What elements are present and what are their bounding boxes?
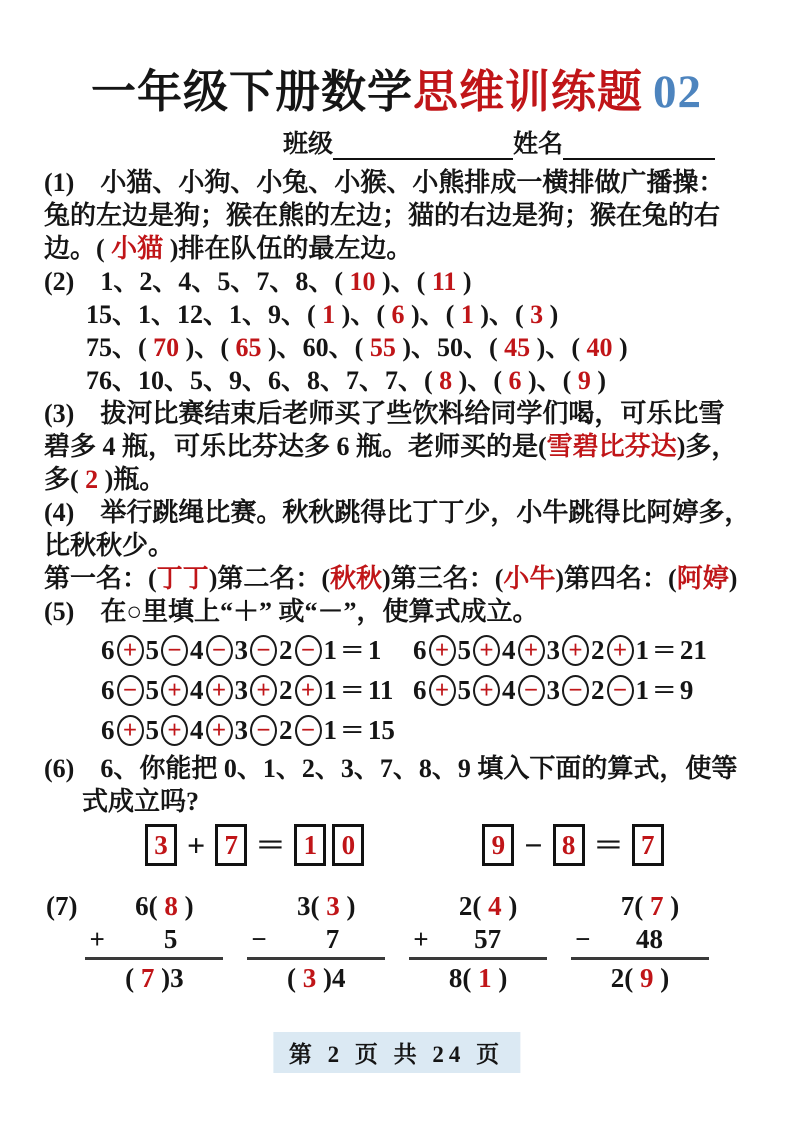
digit-box: 0: [332, 824, 364, 866]
answer-text: 70: [153, 333, 180, 362]
operator-circle: +: [206, 715, 233, 746]
answer-text: 3: [326, 891, 340, 921]
answer-text: 4: [488, 891, 502, 921]
operator-sign: −: [251, 924, 267, 954]
equation-number: 1: [323, 714, 337, 745]
answer-text: 2: [85, 465, 99, 494]
answer-text: 小牛: [503, 564, 556, 593]
operator-circle: −: [607, 675, 634, 706]
equation-number: 6: [101, 634, 115, 665]
static-text: 多(: [44, 465, 86, 494]
static-text: ): [728, 564, 738, 593]
class-blank: [333, 134, 513, 160]
operator-circle: −: [250, 715, 277, 746]
question-2-sequence-2: [44, 298, 749, 331]
equation-number: 2: [591, 634, 605, 665]
answer-text: 8: [164, 891, 178, 921]
static-text: (2) 1、2、4、5、7、8、(: [44, 267, 350, 296]
equation-number: 4: [190, 674, 204, 705]
question-6-line-1: [44, 752, 749, 785]
static-text: ): [663, 891, 680, 921]
circle-equation: [100, 670, 412, 710]
equation-number: 1: [323, 674, 337, 705]
operator-circle: −: [295, 635, 322, 666]
static-text: )、(: [335, 300, 392, 329]
static-text: )瓶。: [98, 465, 166, 494]
equation-result: 21: [679, 634, 707, 665]
static-text: ): [590, 366, 606, 395]
question-3-line-3: [44, 463, 749, 496]
vertical-problem-result: [409, 960, 547, 997]
question-3: [44, 397, 749, 496]
vertical-problem-result: [85, 960, 223, 997]
equation-number: 1: [635, 634, 649, 665]
answer-text: 小猫: [111, 234, 164, 263]
static-text: 7(: [620, 891, 651, 921]
static-text: )第二名：(: [208, 564, 331, 593]
answer-text: 丁丁: [156, 564, 209, 593]
equation-result: 11: [367, 674, 394, 705]
vertical-problem-operator-line: [247, 923, 385, 960]
equals-sign: =: [257, 828, 285, 861]
equation-number: 6: [413, 674, 427, 705]
static-text: )、(: [521, 366, 578, 395]
answer-text: 10: [349, 267, 376, 296]
operator-circle: −: [295, 715, 322, 746]
equals-sign: =: [653, 635, 676, 664]
worksheet-body: [0, 160, 793, 997]
answer-text: 1: [322, 300, 336, 329]
operator-circle: −: [206, 635, 233, 666]
equation-result: 1: [367, 634, 382, 665]
equation-number: 5: [457, 634, 471, 665]
static-text: 75、(: [86, 333, 154, 362]
equation-number: 2: [591, 674, 605, 705]
operator-circle: +: [562, 635, 589, 666]
static-text: 6(: [135, 891, 165, 921]
question-4: [44, 496, 749, 595]
answer-text: 40: [586, 333, 613, 362]
vertical-problem-result: [571, 960, 709, 997]
box-equations: [44, 819, 749, 871]
question-4-line-2: [44, 529, 749, 562]
class-name-line: [0, 124, 793, 160]
circle-equation: [100, 710, 412, 750]
question-1-line-3: [44, 232, 749, 265]
vertical-problem-top: [85, 889, 223, 923]
static-text: )、50、(: [395, 333, 505, 362]
static-text: ): [653, 963, 670, 993]
static-text: )、(: [375, 267, 432, 296]
circle-equation: [412, 630, 749, 670]
equals-sign: =: [341, 715, 364, 744]
equation-number: 3: [234, 674, 248, 705]
box-equation-addition: [142, 824, 367, 866]
operand: 57: [474, 924, 502, 954]
question-4-line-1: [44, 496, 749, 529]
operand: 48: [635, 924, 663, 954]
static-text: ): [339, 891, 356, 921]
question-3-line-1: [44, 397, 749, 430]
static-text: 兔的左边是狗；猴在熊的左边；猫的右边是狗；猴在兔的右: [44, 201, 721, 230]
digit-box: 1: [294, 824, 326, 866]
equation-number: 6: [413, 634, 427, 665]
question-3-line-2: [44, 430, 749, 463]
answer-text: 45: [504, 333, 531, 362]
question-2-sequence-1: [44, 265, 749, 298]
equation-number: 5: [145, 714, 159, 745]
question-2: [44, 265, 749, 397]
static-text: )第三名：(: [382, 564, 504, 593]
answer-text: 雪碧比芬达: [546, 432, 677, 461]
question-6-line-2: [44, 785, 749, 818]
static-text: 碧多 4 瓶，可乐比芬达多 6 瓶。老师买的是(: [44, 432, 547, 461]
title-number: 02: [653, 66, 703, 118]
vertical-problem-top: [571, 889, 709, 923]
static-text: )3: [154, 963, 184, 993]
static-text: )、(: [179, 333, 236, 362]
equation-number: 1: [323, 634, 337, 665]
static-text: )、(: [530, 333, 587, 362]
static-text: 2(: [610, 963, 641, 993]
answer-text: 65: [235, 333, 262, 362]
vertical-problem-operator-line: [571, 923, 709, 960]
answer-text: 7: [140, 963, 155, 993]
operator-sign: +: [89, 924, 105, 954]
digit-box: 9: [482, 824, 514, 866]
circle-equation: [100, 630, 412, 670]
operator-circle: −: [250, 635, 277, 666]
digit-box: 7: [215, 824, 247, 866]
operator-circle: +: [473, 675, 500, 706]
vertical-problem-result: [247, 960, 385, 997]
static-text: (: [287, 963, 303, 993]
equation-number: 3: [234, 634, 248, 665]
answer-text: 7: [650, 891, 664, 921]
answer-text: 6: [391, 300, 405, 329]
static-text: )排在队伍的最左边。: [163, 234, 413, 263]
static-text: 2(: [458, 891, 489, 921]
title-text-black: 一年级下册数学: [90, 67, 413, 117]
equation-result: 9: [679, 674, 694, 705]
equation-number: 2: [279, 634, 293, 665]
minus-sign: −: [524, 826, 543, 863]
operator-circle: +: [429, 675, 456, 706]
question-6: [44, 752, 749, 871]
vertical-problem-operator-line: [409, 923, 547, 960]
operator-circle: +: [161, 675, 188, 706]
static-text: (6) 6、你能把 0、1、2、3、7、8、9 填入下面的算式，使等: [44, 754, 738, 783]
static-text: 15、1、12、1、9、(: [86, 300, 323, 329]
vertical-problem: [409, 889, 547, 997]
static-text: ): [612, 333, 628, 362]
static-text: 3(: [297, 891, 327, 921]
static-text: ): [491, 963, 508, 993]
static-text: )多，: [676, 432, 738, 461]
operator-circle: +: [250, 675, 277, 706]
equation-number: 1: [635, 674, 649, 705]
operator-circle: +: [161, 715, 188, 746]
class-label: 班级: [282, 131, 333, 158]
answer-text: 8: [439, 366, 453, 395]
answer-text: 阿婷: [676, 564, 729, 593]
answer-text: 3: [530, 300, 544, 329]
equation-number: 4: [502, 674, 516, 705]
question-2-sequence-4: [44, 364, 749, 397]
digit-box: 8: [553, 824, 585, 866]
answer-text: 6: [508, 366, 522, 395]
equation-number: 5: [457, 674, 471, 705]
equation-number: 2: [279, 714, 293, 745]
digit-box: 7: [632, 824, 664, 866]
static-text: ): [177, 891, 194, 921]
answer-text: 9: [577, 366, 591, 395]
operator-circle: −: [518, 675, 545, 706]
equation-number: 2: [279, 674, 293, 705]
static-text: )、(: [404, 300, 461, 329]
operator-circle: −: [161, 635, 188, 666]
static-text: 边。(: [44, 234, 112, 263]
equals-sign: =: [653, 675, 676, 704]
static-text: )、(: [452, 366, 509, 395]
equation-number: 4: [190, 634, 204, 665]
static-text: (: [125, 963, 141, 993]
vertical-problem: [247, 889, 385, 997]
question-1-line-1: [44, 166, 749, 199]
question-7-label: (7): [46, 891, 78, 921]
equals-sign: =: [594, 828, 622, 861]
equation-number: 5: [145, 674, 159, 705]
static-text: (5) 在○里填上“＋” 或“－”，使算式成立。: [44, 597, 539, 626]
answer-text: 3: [302, 963, 317, 993]
name-label: 姓名: [513, 131, 564, 158]
equation-number: 6: [101, 674, 115, 705]
static-text: ): [456, 267, 472, 296]
static-text: (1) 小猫、小狗、小兔、小猴、小熊排成一横排做广播操：: [44, 168, 725, 197]
plus-sign: +: [187, 826, 206, 863]
static-text: )第四名：(: [555, 564, 677, 593]
name-blank: [563, 134, 715, 160]
vertical-problem: [571, 889, 709, 997]
circle-equations: [44, 630, 749, 750]
question-1: [44, 166, 749, 265]
static-text: 8(: [448, 963, 479, 993]
equation-number: 5: [145, 634, 159, 665]
static-text: 比秋秋少。: [44, 531, 175, 560]
answer-text: 1: [460, 300, 474, 329]
static-text: 式成立吗?: [82, 787, 200, 816]
answer-text: 1: [478, 963, 492, 993]
question-2-sequence-3: [44, 331, 749, 364]
operand: 5: [163, 924, 178, 954]
equation-result: 15: [367, 714, 395, 745]
operator-circle: −: [117, 675, 144, 706]
box-equation-subtraction: [479, 824, 666, 866]
vertical-problem-operator-line: [85, 923, 223, 960]
vertical-problem-top: [247, 889, 385, 923]
static-text: )、(: [473, 300, 531, 329]
vertical-problem-top: [409, 889, 547, 923]
static-text: (4) 举行跳绳比赛。秋秋跳得比丁丁少，小牛跳得比阿婷多，: [44, 498, 751, 527]
static-text: )4: [316, 963, 346, 993]
operator-circle: +: [295, 675, 322, 706]
static-text: ): [543, 300, 559, 329]
operator-circle: −: [562, 675, 589, 706]
equation-number: 4: [190, 714, 204, 745]
answer-text: 9: [640, 963, 654, 993]
operator-circle: +: [518, 635, 545, 666]
answer-text: 55: [369, 333, 396, 362]
operator-sign: −: [575, 924, 591, 954]
operator-circle: +: [117, 635, 144, 666]
equation-number: 4: [502, 634, 516, 665]
operator-circle: +: [117, 715, 144, 746]
static-text: )、60、(: [261, 333, 370, 362]
question-5: [44, 595, 749, 750]
operator-circle: +: [429, 635, 456, 666]
static-text: ): [501, 891, 518, 921]
page-title: [0, 62, 793, 122]
equation-number: 3: [546, 634, 560, 665]
equals-sign: =: [341, 635, 364, 664]
equation-number: 6: [101, 714, 115, 745]
answer-text: 秋秋: [330, 564, 383, 593]
operator-sign: +: [413, 924, 429, 954]
operator-circle: +: [473, 635, 500, 666]
question-1-line-2: [44, 199, 749, 232]
static-text: 76、10、5、9、6、8、7、7、(: [86, 366, 440, 395]
operator-circle: +: [607, 635, 634, 666]
equation-number: 3: [234, 714, 248, 745]
static-text: 第一名：(: [44, 564, 157, 593]
equation-number: 3: [546, 674, 560, 705]
page-footer: 第 2 页 共 24 页: [273, 1032, 520, 1073]
circle-equation: [412, 670, 749, 710]
operand: 7: [325, 924, 340, 954]
operator-circle: +: [206, 675, 233, 706]
question-7: [44, 889, 749, 997]
vertical-problem: [85, 889, 223, 997]
title-text-red: 思维训练题: [413, 67, 644, 117]
question-4-ranking: [44, 562, 749, 595]
digit-box: 3: [145, 824, 177, 866]
question-5-prompt: [44, 595, 749, 628]
static-text: (3) 拔河比赛结束后老师买了些饮料给同学们喝，可乐比雪: [44, 399, 725, 428]
equals-sign: =: [341, 675, 364, 704]
answer-text: 11: [431, 267, 457, 296]
